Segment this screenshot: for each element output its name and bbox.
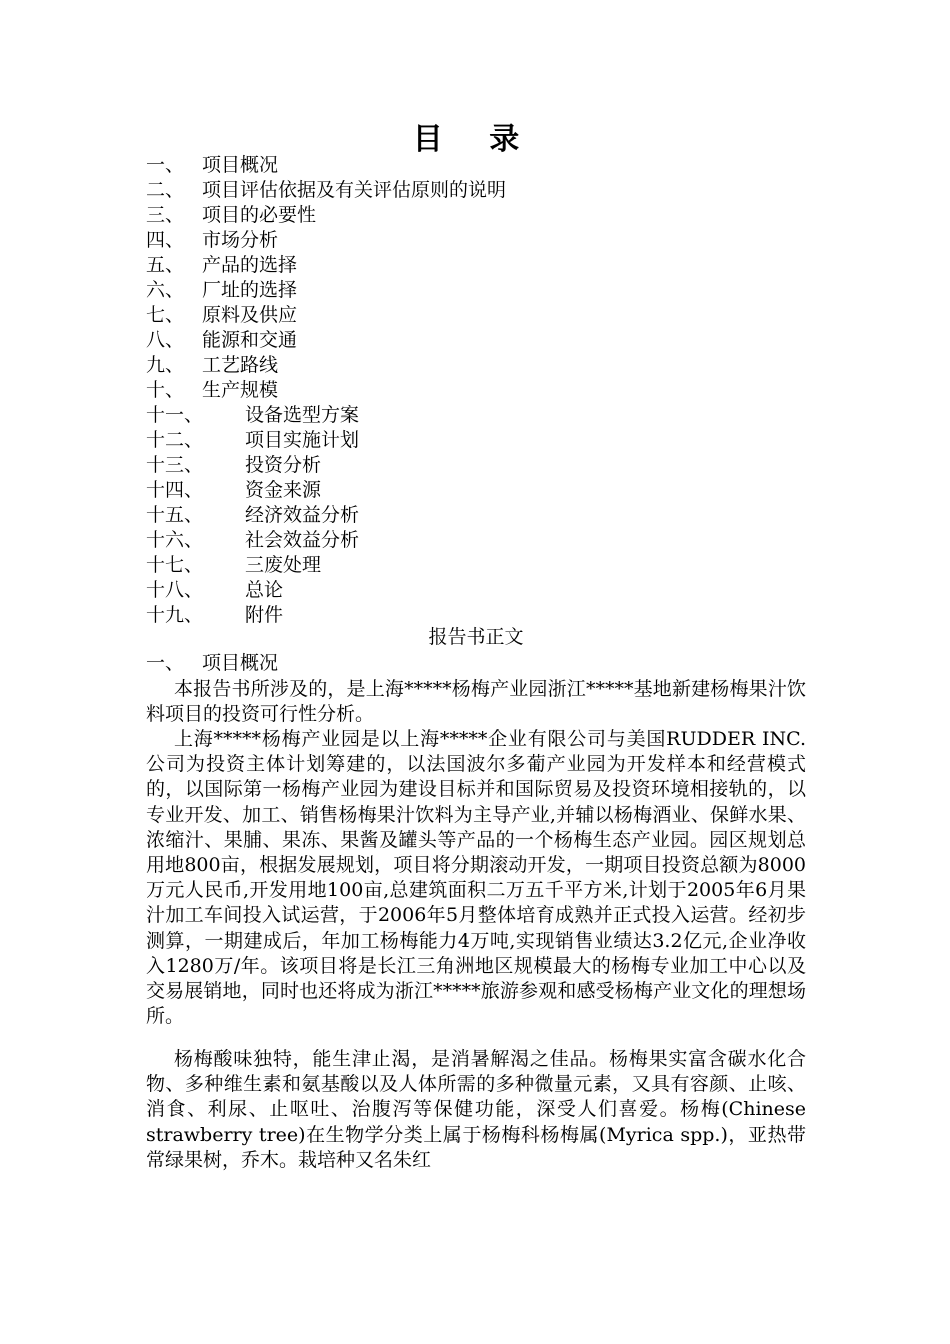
toc-item-label: 产品的选择 bbox=[202, 254, 298, 276]
toc-item bbox=[146, 453, 806, 478]
toc-item-number: 三、 bbox=[146, 204, 185, 226]
toc-item bbox=[146, 428, 806, 453]
toc-item-label: 经济效益分析 bbox=[245, 504, 360, 526]
toc-item bbox=[146, 203, 806, 228]
table-of-contents bbox=[146, 153, 806, 628]
toc-item-label: 工艺路线 bbox=[202, 354, 279, 376]
toc-item bbox=[146, 553, 806, 578]
toc-title: 目 录 bbox=[412, 122, 538, 157]
toc-item-number: 十二、 bbox=[146, 429, 204, 451]
toc-item bbox=[146, 378, 806, 403]
toc-item-number: 十一、 bbox=[146, 404, 204, 426]
toc-item-number: 十七、 bbox=[146, 554, 204, 576]
toc-item-number: 九、 bbox=[146, 354, 185, 376]
body-paragraph: 本报告书所涉及的，是上海*****杨梅产业园浙江*****基地新建杨梅果汁饮料项目的投资可行性分析。 bbox=[146, 678, 806, 726]
toc-item-label: 投资分析 bbox=[245, 454, 322, 476]
toc-item bbox=[146, 328, 806, 353]
toc-item bbox=[146, 503, 806, 528]
toc-item-label: 市场分析 bbox=[202, 229, 279, 251]
toc-item-number: 十五、 bbox=[146, 504, 204, 526]
toc-item bbox=[146, 578, 806, 603]
toc-item-number: 八、 bbox=[146, 329, 185, 351]
toc-item-label: 项目评估依据及有关评估原则的说明 bbox=[202, 179, 507, 201]
toc-item-number: 十四、 bbox=[146, 479, 204, 501]
toc-item-label: 附件 bbox=[245, 604, 284, 626]
toc-item-number: 四、 bbox=[146, 229, 185, 251]
toc-item bbox=[146, 278, 806, 303]
toc-item bbox=[146, 178, 806, 203]
toc-item-number: 十六、 bbox=[146, 529, 204, 551]
toc-item-number: 七、 bbox=[146, 304, 185, 326]
toc-item bbox=[146, 478, 806, 503]
toc-item-label: 项目概况 bbox=[202, 154, 279, 176]
toc-item-number: 十九、 bbox=[146, 604, 204, 626]
toc-item-number: 十八、 bbox=[146, 579, 204, 601]
section-number: 一、 bbox=[146, 652, 185, 674]
toc-item-label: 原料及供应 bbox=[202, 304, 298, 326]
toc-item-label: 生产规模 bbox=[202, 379, 279, 401]
toc-item-number: 十三、 bbox=[146, 454, 204, 476]
section-heading bbox=[146, 651, 806, 676]
body-paragraph: 杨梅酸味独特，能生津止渴，是消暑解渴之佳品。杨梅果实富含碳水化合物、多种维生素和氨基酸以及人体所需的多种微量元素，又具有容颜、止咳、消食、利尿、止呕吐、治腹泻等保健功能，深受人们喜爱。杨梅(Chinese strawberry tree)在生物学分类上属于杨梅科杨梅属(Myrica spp.)，亚热带常绿果树，乔木。栽培种又名朱红 bbox=[146, 1048, 806, 1171]
toc-item-label: 厂址的选择 bbox=[202, 279, 298, 301]
toc-item-number: 五、 bbox=[146, 254, 185, 276]
toc-item bbox=[146, 528, 806, 553]
toc-item-label: 设备选型方案 bbox=[245, 404, 360, 426]
toc-item bbox=[146, 153, 806, 178]
toc-item bbox=[146, 353, 806, 378]
section-title: 项目概况 bbox=[202, 652, 279, 674]
toc-item bbox=[146, 303, 806, 328]
toc-item-label: 项目实施计划 bbox=[245, 429, 360, 451]
toc-item-label: 三废处理 bbox=[245, 554, 322, 576]
toc-item-label: 总论 bbox=[245, 579, 284, 601]
body-heading: 报告书正文 bbox=[428, 626, 524, 648]
toc-item bbox=[146, 228, 806, 253]
toc-item-label: 项目的必要性 bbox=[202, 204, 317, 226]
toc-item bbox=[146, 403, 806, 428]
toc-item-number: 十、 bbox=[146, 379, 185, 401]
toc-item-number: 一、 bbox=[146, 154, 185, 176]
toc-item-label: 社会效益分析 bbox=[245, 529, 360, 551]
toc-item-label: 资金来源 bbox=[245, 479, 322, 501]
toc-item-label: 能源和交通 bbox=[202, 329, 298, 351]
toc-item-number: 二、 bbox=[146, 179, 185, 201]
toc-item bbox=[146, 253, 806, 278]
toc-item-number: 六、 bbox=[146, 279, 185, 301]
body-paragraph: 上海*****杨梅产业园是以上海*****企业有限公司与美国RUDDER INC.公司为投资主体计划筹建的，以法国波尔多葡产业园为开发样本和经营模式的，以国际第一杨梅产业园为建设目标并和国际贸易及投资环境相接轨的，以专业开发、加工、销售杨梅果汁饮料为主导产业,并辅以杨梅酒业、保鲜水果、浓缩汁、果脯、果冻、果酱及罐头等产品的一个杨梅生态产业园。园区规划总用地800亩，根据发展规划，项目将分期滚动开发，一期项目投资总额为8000万元人民币,开发用地100亩,总建筑面积二万五千平方米,计划于2005年6月果汁加工车间投入试运营，于2006年5月整体培育成熟并正式投入运营。经初步测算，一期建成后，年加工杨梅能力4万吨,实现销售业绩达3.2亿元,企业净收入1280万/年。该项目将是长江三角洲地区规模最大的杨梅专业加工中心以及交易展销地，同时也还将成为浙江*****旅游参观和感受杨梅产业文化的理想场所。 bbox=[146, 728, 806, 1028]
